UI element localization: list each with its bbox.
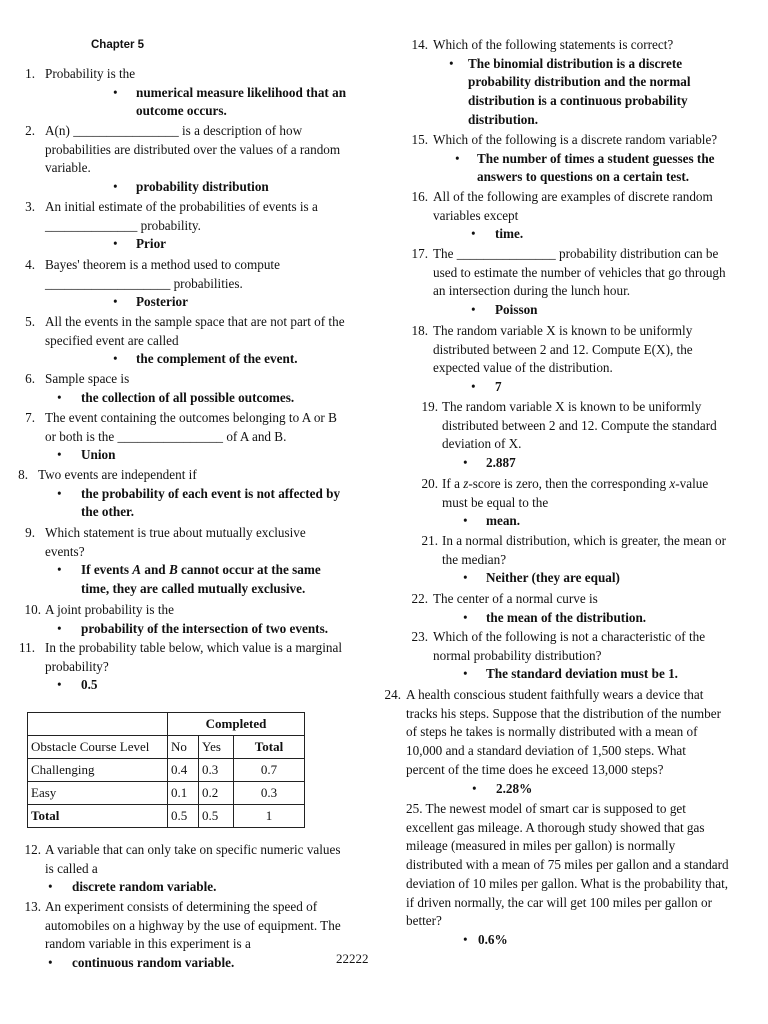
- table-header: No: [168, 736, 199, 759]
- table-cell: 0.5: [168, 805, 199, 828]
- question-text-line: expected value of the distribution.: [433, 360, 613, 376]
- question-text-line: must be equal to the: [442, 494, 549, 510]
- table-cell: 0.7: [234, 759, 305, 782]
- question-text-line: 25. The newest model of smart car is supposed to get: [406, 801, 686, 816]
- answer-line: continuous random variable.: [72, 955, 235, 971]
- question-text-line: Which of the following is a discrete random variable?: [433, 132, 718, 147]
- question-number: 18.: [411, 323, 428, 338]
- answer-line: the collection of all possible outcomes.: [81, 389, 295, 405]
- question-number: 7.: [25, 410, 35, 425]
- question-number: 16.: [411, 189, 428, 204]
- question-text-line: A(n) ________________ is a description of how: [45, 123, 303, 138]
- bullet-icon: •: [471, 379, 476, 395]
- table-row: [28, 782, 305, 805]
- page-footer-number: 22222: [336, 951, 369, 966]
- answer-line: The standard deviation must be 1.: [486, 666, 678, 682]
- question-text-line: A variable that can only take on specific numeric values: [45, 842, 341, 857]
- question-text-line: All the events in the sample space that are not part of the: [45, 314, 345, 329]
- bullet-icon: •: [113, 351, 118, 367]
- question-text-line: The random variable X is known to be uniformly: [442, 399, 702, 414]
- question-number: 9.: [25, 525, 35, 540]
- question-text-line: 10,000 and a standard deviation of 1,500 steps. What: [406, 743, 686, 759]
- question-text-line: mileage (measured in miles per gallon) is normally: [406, 838, 676, 854]
- answer-line: Neither (they are equal): [486, 570, 620, 586]
- question-number: 22.: [411, 591, 428, 606]
- question-text-line: probabilities are distributed over the values of a random: [45, 141, 341, 157]
- table-header-row: [28, 736, 305, 759]
- table-header: Total: [234, 736, 305, 759]
- question-text-line: normal probability distribution?: [433, 647, 602, 663]
- question-text-line: percent of the time does he exceed 13,000 steps?: [406, 761, 664, 777]
- question-text-line: variable.: [45, 160, 91, 176]
- answer-line: the other.: [81, 504, 134, 520]
- answer-line: 0.6%: [478, 931, 508, 947]
- bullet-icon: •: [449, 55, 454, 71]
- bullet-icon: •: [57, 620, 62, 636]
- answer-line: outcome occurs.: [136, 103, 227, 119]
- bullet-icon: •: [113, 236, 118, 252]
- table-cell: 0.4: [168, 759, 199, 782]
- table-cell: 0.3: [234, 782, 305, 805]
- question-text-line: deviation of X.: [442, 436, 522, 452]
- question-number: 3.: [25, 199, 35, 214]
- question-text-line: specified event are called: [45, 332, 179, 348]
- answer-line: the probability of each event is not affected by: [81, 485, 341, 501]
- question-text-line: an intersection during the lunch hour.: [433, 283, 631, 299]
- bullet-icon: •: [471, 302, 476, 318]
- bullet-icon: •: [48, 879, 53, 895]
- question-text-line: ______________ probability.: [45, 217, 201, 233]
- question-number: 24.: [384, 687, 401, 702]
- answer-line: the complement of the event.: [136, 351, 298, 367]
- answer-line: distribution.: [468, 111, 538, 127]
- question-text-line: Sample space is: [45, 371, 130, 386]
- question-text-line: is called a: [45, 860, 98, 876]
- question-text-line: A health conscious student faithfully wears a device that: [406, 687, 704, 702]
- question-number: 11.: [19, 640, 35, 655]
- table-cell: Easy: [28, 782, 168, 805]
- answer-line: probability distribution: [136, 179, 269, 195]
- question-number: 23.: [411, 629, 428, 644]
- question-number: 2.: [25, 123, 35, 138]
- question-number: 1.: [25, 66, 35, 81]
- bullet-icon: •: [463, 609, 468, 625]
- question-text-line: probability?: [45, 658, 109, 674]
- probability-table: [27, 712, 305, 828]
- bullet-icon: •: [57, 389, 62, 405]
- question-text-line: if driven normally, the car will get 100 miles per gallon or: [406, 894, 713, 910]
- question-text-line: The random variable X is known to be uniformly: [433, 323, 693, 338]
- question-text-line: distributed with a mean of 75 miles per gallon and a standard: [406, 857, 729, 873]
- question-text-line: Which of the following statements is correct?: [433, 37, 674, 52]
- question-number: 5.: [25, 314, 35, 329]
- bullet-icon: •: [463, 931, 468, 947]
- answer-line: time, they are called mutually exclusive.: [81, 581, 306, 597]
- bullet-icon: •: [113, 84, 118, 100]
- table-cell: 0.3: [199, 759, 234, 782]
- question-text-line: deviation of 10 miles per gallon. What is the probability that,: [406, 875, 729, 891]
- bullet-icon: •: [57, 677, 62, 693]
- table-cell: 0.1: [168, 782, 199, 805]
- bullet-icon: •: [113, 179, 118, 195]
- bullet-icon: •: [463, 666, 468, 682]
- question-text-line: In the probability table below, which value is a marginal: [45, 640, 343, 655]
- question-number: 14.: [411, 37, 428, 52]
- question-text-line: ___________________ probabilities.: [45, 275, 243, 291]
- bullet-icon: •: [471, 226, 476, 242]
- question-text-line: used to estimate the number of vehicles that go through: [433, 264, 726, 280]
- table-cell: Total: [28, 805, 168, 828]
- question-text-line: The _______________ probability distribution can be: [433, 246, 719, 261]
- question-text-line: tracks his steps. Suppose that the distribution of the number: [406, 705, 721, 721]
- bullet-icon: •: [463, 513, 468, 529]
- question-number: 13.: [24, 899, 41, 914]
- question-text-line: All of the following are examples of discrete random: [433, 189, 713, 204]
- answer-line: probability distribution and the normal: [468, 74, 691, 90]
- question-text-line: A joint probability is the: [45, 602, 174, 617]
- table-header: Yes: [199, 736, 234, 759]
- question-text-line: Which of the following is not a characteristic of the: [433, 629, 706, 644]
- question-number: 6.: [25, 371, 35, 386]
- table-row: [28, 805, 305, 828]
- bullet-icon: •: [48, 955, 53, 971]
- question-text-line: In a normal distribution, which is greater, the mean or: [442, 533, 727, 548]
- answer-line: 0.5: [81, 677, 98, 693]
- question-number: 4.: [25, 257, 35, 272]
- answer-line: the mean of the distribution.: [486, 609, 647, 625]
- bullet-icon: •: [57, 447, 62, 463]
- question-text-line: distributed between 2 and 12. Compute E(X), the: [433, 341, 693, 357]
- question-number: 10.: [24, 602, 41, 617]
- bullet-icon: •: [57, 485, 62, 501]
- answer-line: Prior: [136, 236, 167, 252]
- chapter-title: Chapter 5: [91, 39, 145, 51]
- question-number: 20.: [421, 476, 438, 491]
- question-text-line: Which statement is true about mutually exclusive: [45, 525, 306, 540]
- answer-line: 2.28%: [496, 780, 533, 796]
- table-group-header: Completed: [168, 713, 305, 736]
- question-text-line: Probability is the: [45, 66, 136, 81]
- answer-line: Posterior: [136, 294, 188, 310]
- question-text-line: random variable in this experiment is a: [45, 936, 251, 952]
- question-text-line: events?: [45, 543, 85, 559]
- answer-line: mean.: [486, 513, 521, 529]
- answer-line: distribution is a continuous probability: [468, 93, 688, 109]
- question-text-line: An initial estimate of the probabilities of events is a: [45, 199, 318, 214]
- answer-line: Union: [81, 447, 116, 463]
- table-header: Obstacle Course Level: [28, 736, 168, 759]
- bullet-icon: •: [463, 570, 468, 586]
- question-number: 15.: [411, 132, 428, 147]
- table-cell: 0.5: [199, 805, 234, 828]
- answer-line: discrete random variable.: [72, 879, 217, 895]
- bullet-icon: •: [455, 150, 460, 166]
- bullet-icon: •: [472, 780, 477, 796]
- bullet-icon: •: [463, 455, 468, 471]
- question-text-line: of steps he takes is normally distributed with a mean of: [406, 724, 698, 740]
- table-cell: 1: [234, 805, 305, 828]
- answer-line: 2.887: [486, 455, 516, 471]
- question-text-line: An experiment consists of determining the speed of: [45, 899, 318, 914]
- answer-line: The number of times a student guesses the: [477, 150, 715, 166]
- question-text-line: variables except: [433, 207, 519, 223]
- question-text-line: The event containing the outcomes belonging to A or B: [45, 410, 337, 425]
- question-number: 19.: [421, 399, 438, 414]
- answer-line: numerical measure likelihood that an: [136, 84, 347, 100]
- answer-line: 7: [495, 379, 502, 395]
- question-text-line: distributed between 2 and 12. Compute the standard: [442, 417, 717, 433]
- question-text-line: If a z-score is zero, then the corresponding x-value: [442, 476, 709, 491]
- table-row: [28, 759, 305, 782]
- answer-line: If events A and B cannot occur at the same: [81, 562, 321, 578]
- answer-line: The binomial distribution is a discrete: [468, 55, 683, 71]
- question-number: 12.: [24, 842, 41, 857]
- question-text-line: The center of a normal curve is: [433, 591, 598, 606]
- bullet-icon: •: [57, 562, 62, 578]
- table-cell: Challenging: [28, 759, 168, 782]
- question-text-line: Bayes' theorem is a method used to compute: [45, 257, 280, 272]
- question-number: 8.: [18, 467, 28, 482]
- answer-line: Poisson: [495, 302, 538, 318]
- bullet-icon: •: [113, 294, 118, 310]
- question-text-line: the median?: [442, 551, 507, 567]
- table-cell: 0.2: [199, 782, 234, 805]
- question-text-line: or both is the ________________ of A and B.: [45, 428, 287, 444]
- answer-line: answers to questions on a certain test.: [477, 169, 690, 185]
- question-number: 21.: [421, 533, 438, 548]
- answer-line: probability of the intersection of two events.: [81, 620, 328, 636]
- question-text-line: Two events are independent if: [38, 467, 197, 482]
- table-group-header-row: [28, 713, 305, 736]
- answer-line: time.: [495, 226, 524, 242]
- question-text-line: better?: [406, 913, 442, 929]
- question-number: 17.: [411, 246, 428, 261]
- question-text-line: automobiles on a highway by the use of equipment. The: [45, 917, 341, 933]
- question-text-line: excellent gas mileage. A thorough study showed that gas: [406, 819, 705, 835]
